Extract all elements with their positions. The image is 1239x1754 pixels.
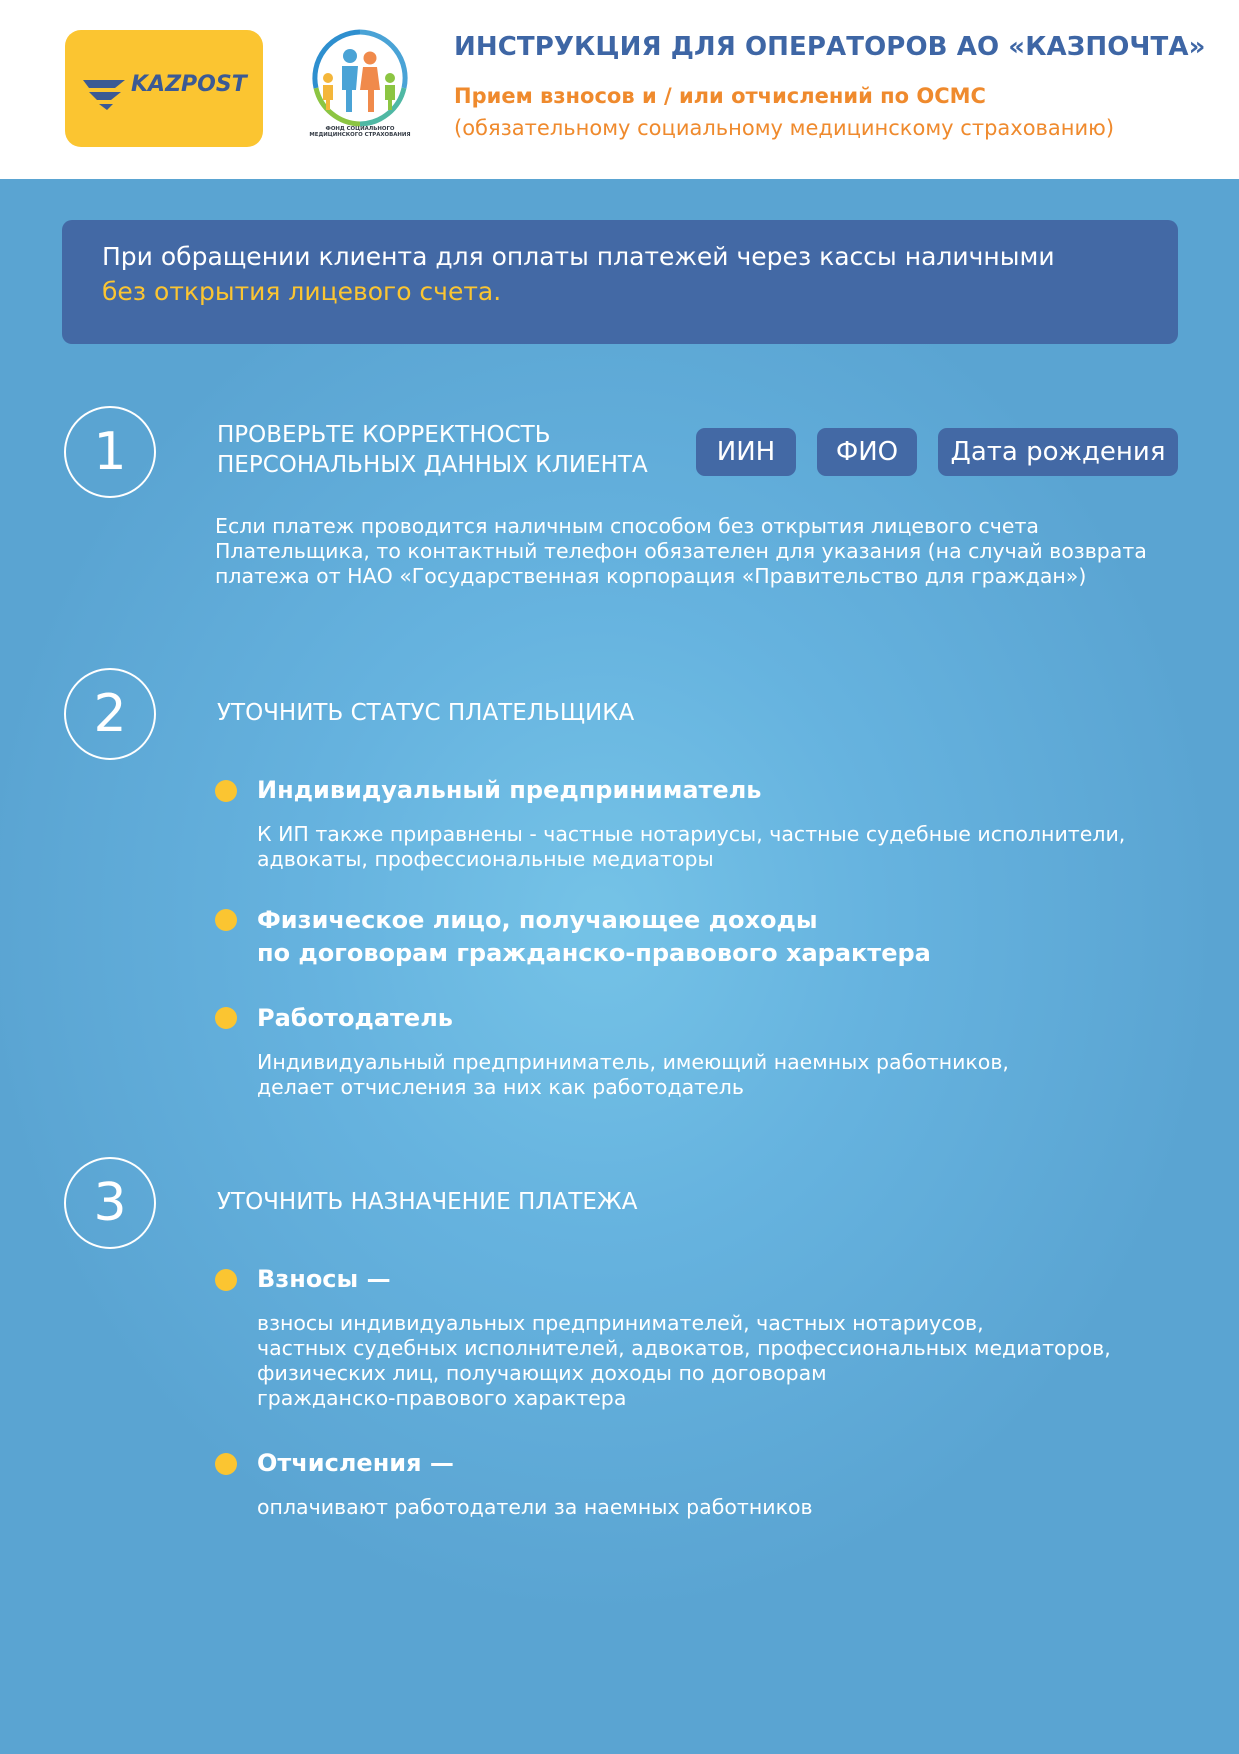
status-individual-entrepreneur: Индивидуальный предприниматель xyxy=(257,776,762,804)
step-1-note-line: Плательщика, то контактный телефон обязателен для указания (на случай возврата xyxy=(215,539,1147,563)
head-line: Физическое лицо, получающее доходы xyxy=(257,906,818,934)
desc-line: взносы индивидуальных предпринимателей, частных нотариусов, xyxy=(257,1311,984,1335)
step-1-title xyxy=(217,420,648,480)
page-title: ИНСТРУКЦИЯ ДЛЯ ОПЕРАТОРОВ АО «КАЗПОЧТА» xyxy=(454,32,1206,62)
bullet-dot xyxy=(215,909,237,931)
status-employer-desc xyxy=(257,1050,1009,1100)
step-1-note-line: платежа от НАО «Государственная корпорация «Правительство для граждан») xyxy=(215,564,1087,588)
kazpost-logo xyxy=(65,30,263,147)
head-line: по договорам гражданско-правового характера xyxy=(257,939,931,967)
desc-line: физических лиц, получающих доходы по договорам xyxy=(257,1361,827,1385)
tag-birth-date: Дата рождения xyxy=(938,428,1178,476)
desc-line: адвокаты, профессиональные медиаторы xyxy=(257,847,714,871)
intro-box xyxy=(62,220,1178,344)
status-individual-entrepreneur-desc xyxy=(257,822,1125,872)
family-icon xyxy=(300,28,420,128)
step-1-title-line-2: ПЕРСОНАЛЬНЫХ ДАННЫХ КЛИЕНТА xyxy=(217,452,648,478)
purpose-deductions: Отчисления — xyxy=(257,1449,454,1477)
step-2-title: УТОЧНИТЬ СТАТУС ПЛАТЕЛЬЩИКА xyxy=(217,700,635,726)
tag-iin: ИИН xyxy=(696,428,796,476)
intro-highlight-text: без открытия лицевого счета. xyxy=(102,277,502,306)
purpose-contributions: Взносы — xyxy=(257,1265,391,1293)
desc-line: К ИП также приравнены - частные нотариусы, частные судебные исполнители, xyxy=(257,822,1126,846)
bullet-dot xyxy=(215,1007,237,1029)
kazpost-logo-text: KAZPOST xyxy=(131,72,247,97)
step-3-number: 3 xyxy=(64,1157,156,1249)
step-2-number: 2 xyxy=(64,668,156,760)
tag-fio: ФИО xyxy=(817,428,917,476)
intro-text: При обращении клиента для оплаты платежей через кассы наличными xyxy=(102,242,1055,271)
status-individual-civil-contracts xyxy=(257,904,931,970)
page-subtitle: Прием взносов и / или отчислений по ОСМС xyxy=(454,84,986,108)
bullet-dot xyxy=(215,1269,237,1291)
bullet-dot xyxy=(215,780,237,802)
desc-line: гражданско-правового характера xyxy=(257,1386,627,1410)
step-1-note xyxy=(215,514,1147,589)
header xyxy=(0,0,1239,179)
desc-line: Индивидуальный предприниматель, имеющий наемных работников, xyxy=(257,1050,1009,1074)
page-subtitle-explanation: (обязательному социальному медицинскому страхованию) xyxy=(454,116,1115,140)
status-employer: Работодатель xyxy=(257,1004,453,1032)
step-1-number: 1 xyxy=(64,406,156,498)
step-3-title: УТОЧНИТЬ НАЗНАЧЕНИЕ ПЛАТЕЖА xyxy=(217,1189,638,1215)
step-1-note-line: Если платеж проводится наличным способом без открытия лицевого счета xyxy=(215,514,1039,538)
purpose-deductions-desc: оплачивают работодатели за наемных работников xyxy=(257,1495,813,1519)
desc-line: делает отчисления за них как работодатель xyxy=(257,1075,744,1099)
fsms-logo xyxy=(300,28,420,153)
purpose-contributions-desc xyxy=(257,1311,1111,1411)
desc-line: частных судебных исполнителей, адвокатов, профессиональных медиаторов, xyxy=(257,1336,1111,1360)
step-1-title-line-1: ПРОВЕРЬТЕ КОРРЕКТНОСТЬ xyxy=(217,422,551,448)
fsms-logo-caption: ФОНД СОЦИАЛЬНОГО МЕДИЦИНСКОГО СТРАХОВАНИЯ xyxy=(309,126,411,139)
bullet-dot xyxy=(215,1453,237,1475)
